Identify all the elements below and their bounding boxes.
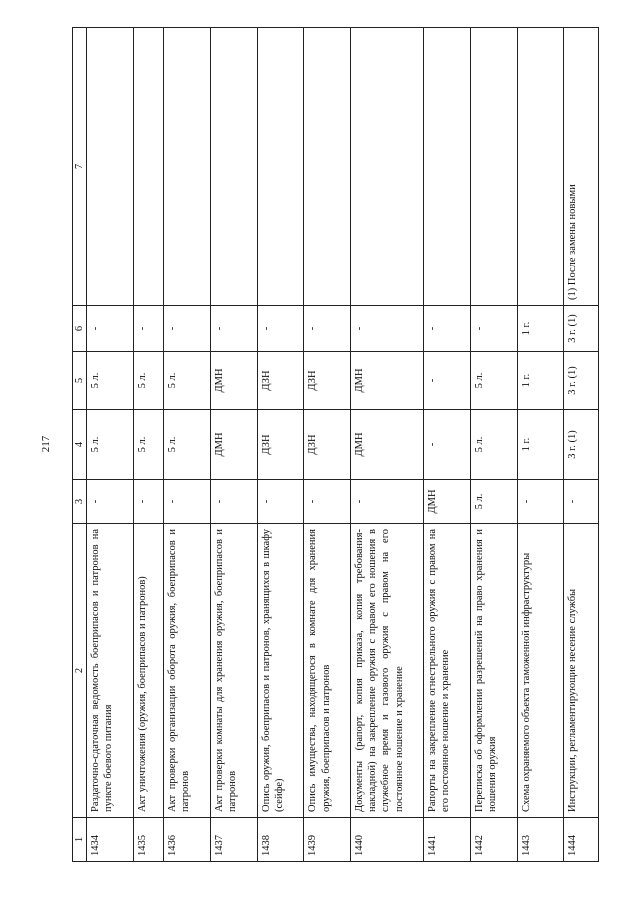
cell-col6: -: [424, 306, 471, 352]
cell-col5: 5 л.: [471, 352, 518, 410]
cell-col5: ДЗН: [257, 352, 304, 410]
cell-col4: -: [424, 410, 471, 480]
cell-col3: -: [517, 480, 564, 524]
cell-col3: -: [304, 480, 351, 524]
row-number: 1441: [424, 818, 471, 862]
cell-note: [211, 28, 258, 306]
cell-col6: 1 г.: [517, 306, 564, 352]
document-name: Акт проверки комнаты для хранения оружия, боеприпасов и патронов: [211, 524, 258, 818]
cell-col3: -: [257, 480, 304, 524]
cell-col3: 5 л.: [471, 480, 518, 524]
cell-note: (1) После замены новыми: [564, 28, 599, 306]
table-row: [351, 28, 424, 862]
document-name: Акт уничтожения (оружия, боеприпасов и патронов): [133, 524, 163, 818]
cell-col3: -: [164, 480, 211, 524]
cell-col6: 3 г. (1): [564, 306, 599, 352]
row-number: 1440: [351, 818, 424, 862]
column-header: 5: [73, 352, 87, 410]
cell-col3: -: [351, 480, 424, 524]
cell-col3: ДМН: [424, 480, 471, 524]
cell-note: [164, 28, 211, 306]
cell-col5: 5 л.: [87, 352, 134, 410]
cell-note: [257, 28, 304, 306]
cell-col6: -: [257, 306, 304, 352]
document-name: Акт проверки организации оборота оружия, боеприпасов и патронов: [164, 524, 211, 818]
document-name: Переписка об оформлении разрешений на право хранения и ношения оружия: [471, 524, 518, 818]
row-number: 1436: [164, 818, 211, 862]
cell-col4: 5 л.: [87, 410, 134, 480]
column-header: 6: [73, 306, 87, 352]
cell-col4: ДЗН: [304, 410, 351, 480]
document-name: Раздаточно-сдаточная ведомость боеприпасов и патронов на пункте боевого питания: [87, 524, 134, 818]
table-row: [564, 28, 599, 862]
cell-col4: 5 л.: [164, 410, 211, 480]
cell-col5: 5 л.: [133, 352, 163, 410]
row-number: 1435: [133, 818, 163, 862]
row-number: 1437: [211, 818, 258, 862]
cell-note: [424, 28, 471, 306]
cell-col6: -: [133, 306, 163, 352]
row-number: 1443: [517, 818, 564, 862]
row-number: 1444: [564, 818, 599, 862]
cell-col5: ДЗН: [304, 352, 351, 410]
row-number: 1439: [304, 818, 351, 862]
document-name: Рапорты на закрепление огнестрельного оружия с правом на его постоянное ношение и хранение: [424, 524, 471, 818]
cell-note: [517, 28, 564, 306]
cell-col4: ДЗН: [257, 410, 304, 480]
column-header: 7: [73, 28, 87, 306]
cell-col3: -: [133, 480, 163, 524]
cell-col4: 5 л.: [133, 410, 163, 480]
cell-col3: -: [211, 480, 258, 524]
row-number: 1438: [257, 818, 304, 862]
table-row: [164, 28, 211, 862]
table-row: [133, 28, 163, 862]
document-name: Схема охраняемого объекта таможенной инфраструктуры: [517, 524, 564, 818]
column-header: 2: [73, 524, 87, 818]
document-name: Опись оружия, боеприпасов и патронов, хранящихся в шкафу (сейфе): [257, 524, 304, 818]
table-row: [87, 28, 134, 862]
cell-col5: 3 г. (1): [564, 352, 599, 410]
cell-note: [87, 28, 134, 306]
cell-col4: 5 л.: [471, 410, 518, 480]
cell-col6: -: [351, 306, 424, 352]
table-row: [304, 28, 351, 862]
header-row: [73, 28, 87, 862]
cell-col5: -: [424, 352, 471, 410]
row-number: 1434: [87, 818, 134, 862]
table-row: [257, 28, 304, 862]
cell-col4: ДМН: [351, 410, 424, 480]
cell-col5: ДМН: [211, 352, 258, 410]
cell-col4: ДМН: [211, 410, 258, 480]
table-row: [424, 28, 471, 862]
page-number: 217: [40, 435, 52, 453]
rotated-table-container: [72, 28, 599, 862]
cell-note: [471, 28, 518, 306]
cell-col5: 5 л.: [164, 352, 211, 410]
cell-col4: 3 г. (1): [564, 410, 599, 480]
cell-col6: -: [211, 306, 258, 352]
cell-col6: -: [87, 306, 134, 352]
row-number: 1442: [471, 818, 518, 862]
cell-col5: ДМН: [351, 352, 424, 410]
document-name: Инструкции, регламентирующие несение службы: [564, 524, 599, 818]
cell-col6: -: [304, 306, 351, 352]
document-table: [72, 27, 599, 862]
cell-col5: 1 г.: [517, 352, 564, 410]
cell-col3: -: [87, 480, 134, 524]
document-name: Документы (рапорт, копия приказа, копия требования-накладной) на закрепление оружия с правом его ношения в служебное время и газового оружия с правом на его постоянное ношение и хранение: [351, 524, 424, 818]
document-name: Опись имущества, находящегося в комнате для хранения оружия, боеприпасов и патронов: [304, 524, 351, 818]
cell-col3: -: [564, 480, 599, 524]
column-header: 3: [73, 480, 87, 524]
column-header: 1: [73, 818, 87, 862]
column-header: 4: [73, 410, 87, 480]
cell-col6: -: [164, 306, 211, 352]
cell-col6: -: [471, 306, 518, 352]
table-row: [517, 28, 564, 862]
table-row: [211, 28, 258, 862]
table-row: [471, 28, 518, 862]
cell-note: [133, 28, 163, 306]
cell-note: [351, 28, 424, 306]
cell-col4: 1 г.: [517, 410, 564, 480]
cell-note: [304, 28, 351, 306]
